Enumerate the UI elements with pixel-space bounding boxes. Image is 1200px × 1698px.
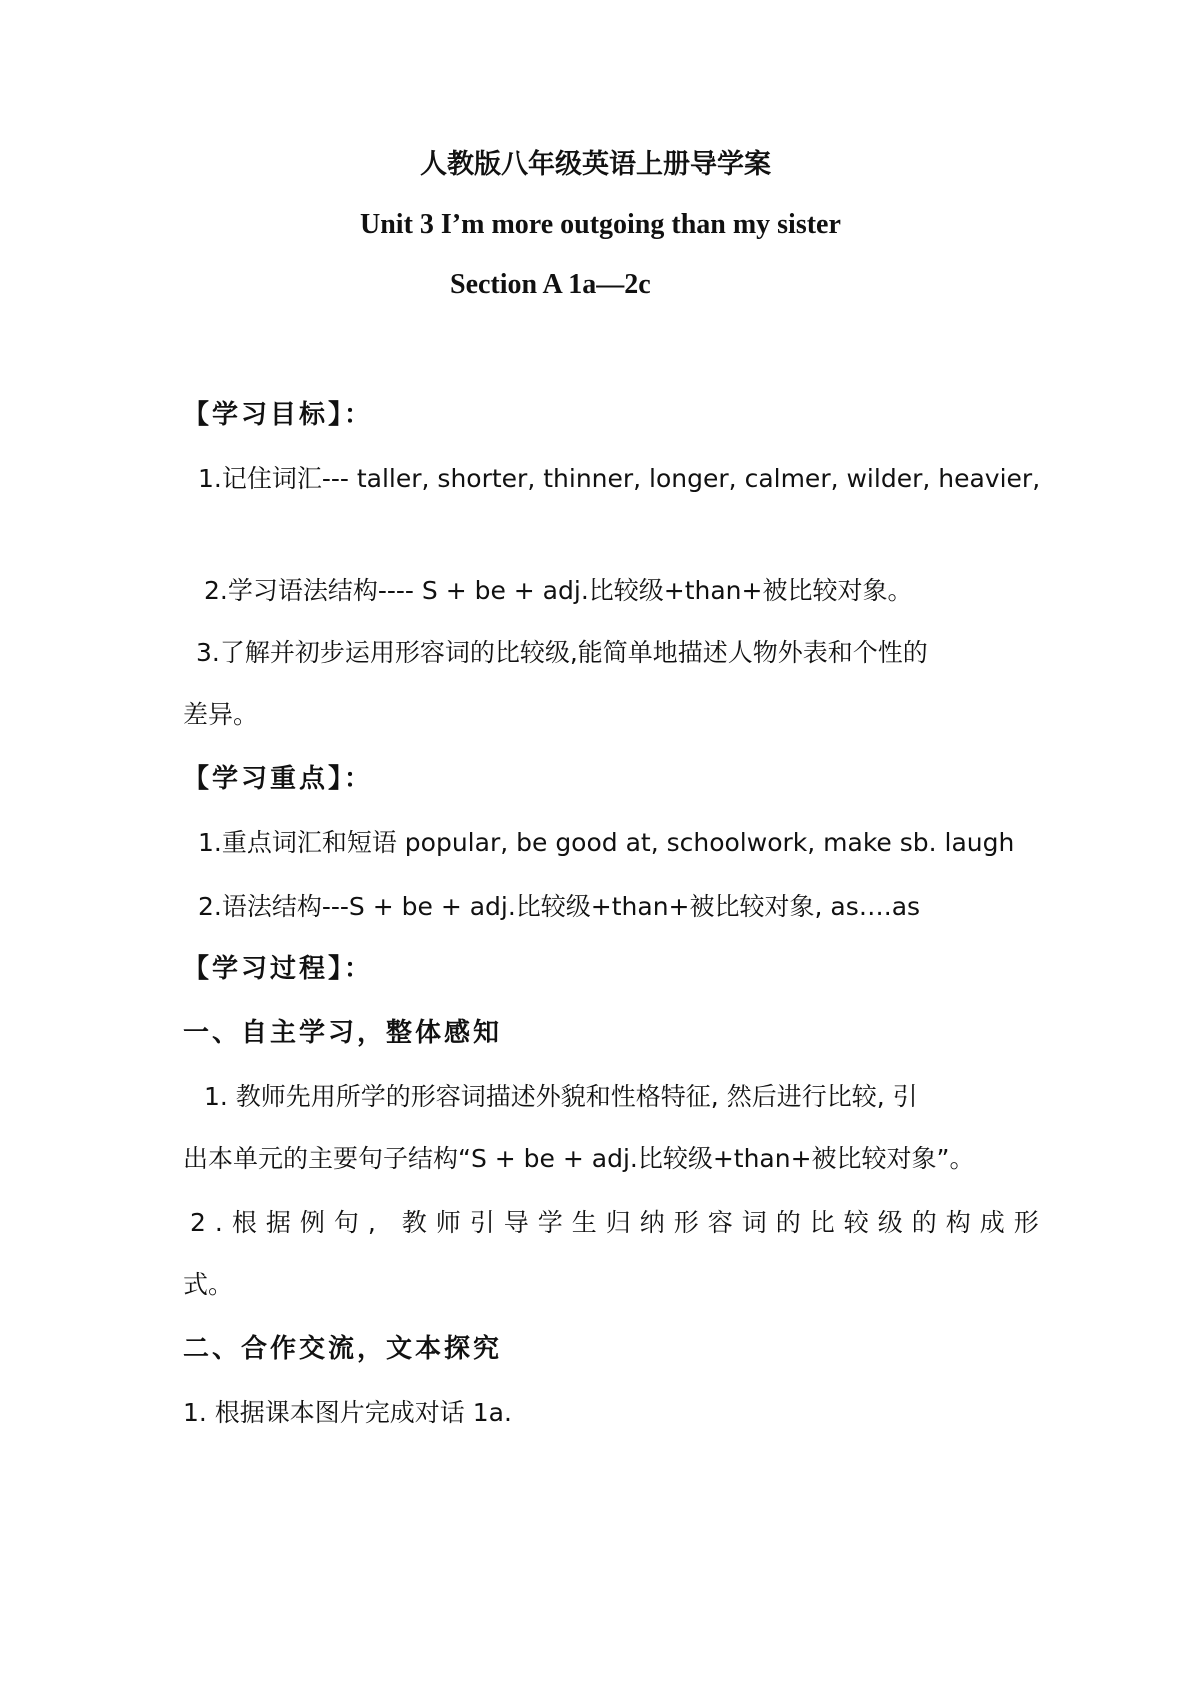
part-2-item-1: 1. 根据课本图片完成对话 1a. xyxy=(183,1398,512,1427)
document-title: 人教版八年级英语上册导学案 xyxy=(420,149,771,180)
part-1-item-2-line-2: 式。 xyxy=(183,1270,234,1299)
objective-item-3-line-2: 差异。 xyxy=(183,700,259,729)
key-point-item-1: 1.重点词汇和短语 popular, be good at, schoolwork, make sb. laugh xyxy=(198,828,1015,857)
part-1-item-1-line-1: 1. 教师先用所学的形容词描述外貌和性格特征, 然后进行比较, 引 xyxy=(204,1082,918,1111)
part-1-item-1-line-2: 出本单元的主要句子结构“S + be + adj.比较级+than+被比较对象”。 xyxy=(183,1144,975,1173)
key-point-item-2: 2.语法结构---S + be + adj.比较级+than+被比较对象, as….as xyxy=(198,892,921,921)
unit-title: Unit 3 I’m more outgoing than my sister xyxy=(360,209,841,240)
objective-item-2: 2.学习语法结构---- S + be + adj.比较级+than+被比较对象。 xyxy=(204,576,913,605)
objective-item-1: 1.记住词汇--- taller, shorter, thinner, longer, calmer, wilder, heavier, xyxy=(198,464,1041,493)
process-heading: 【学习过程】： xyxy=(183,954,374,984)
objective-item-3-line-1: 3.了解并初步运用形容词的比较级,能简单地描述人物外表和个性的 xyxy=(196,638,928,667)
part-2-heading: 二、合作交流，文本探究 xyxy=(183,1334,503,1364)
key-points-heading: 【学习重点】： xyxy=(183,764,374,794)
section-title: Section A 1a—2c xyxy=(450,269,651,300)
part-1-item-2-line-1: 2.根据例句, 教师引导学生归纳形容词的比较级的构成形 xyxy=(190,1208,1048,1237)
objectives-heading: 【学习目标】： xyxy=(183,400,374,430)
part-1-heading: 一、自主学习，整体感知 xyxy=(183,1018,503,1048)
